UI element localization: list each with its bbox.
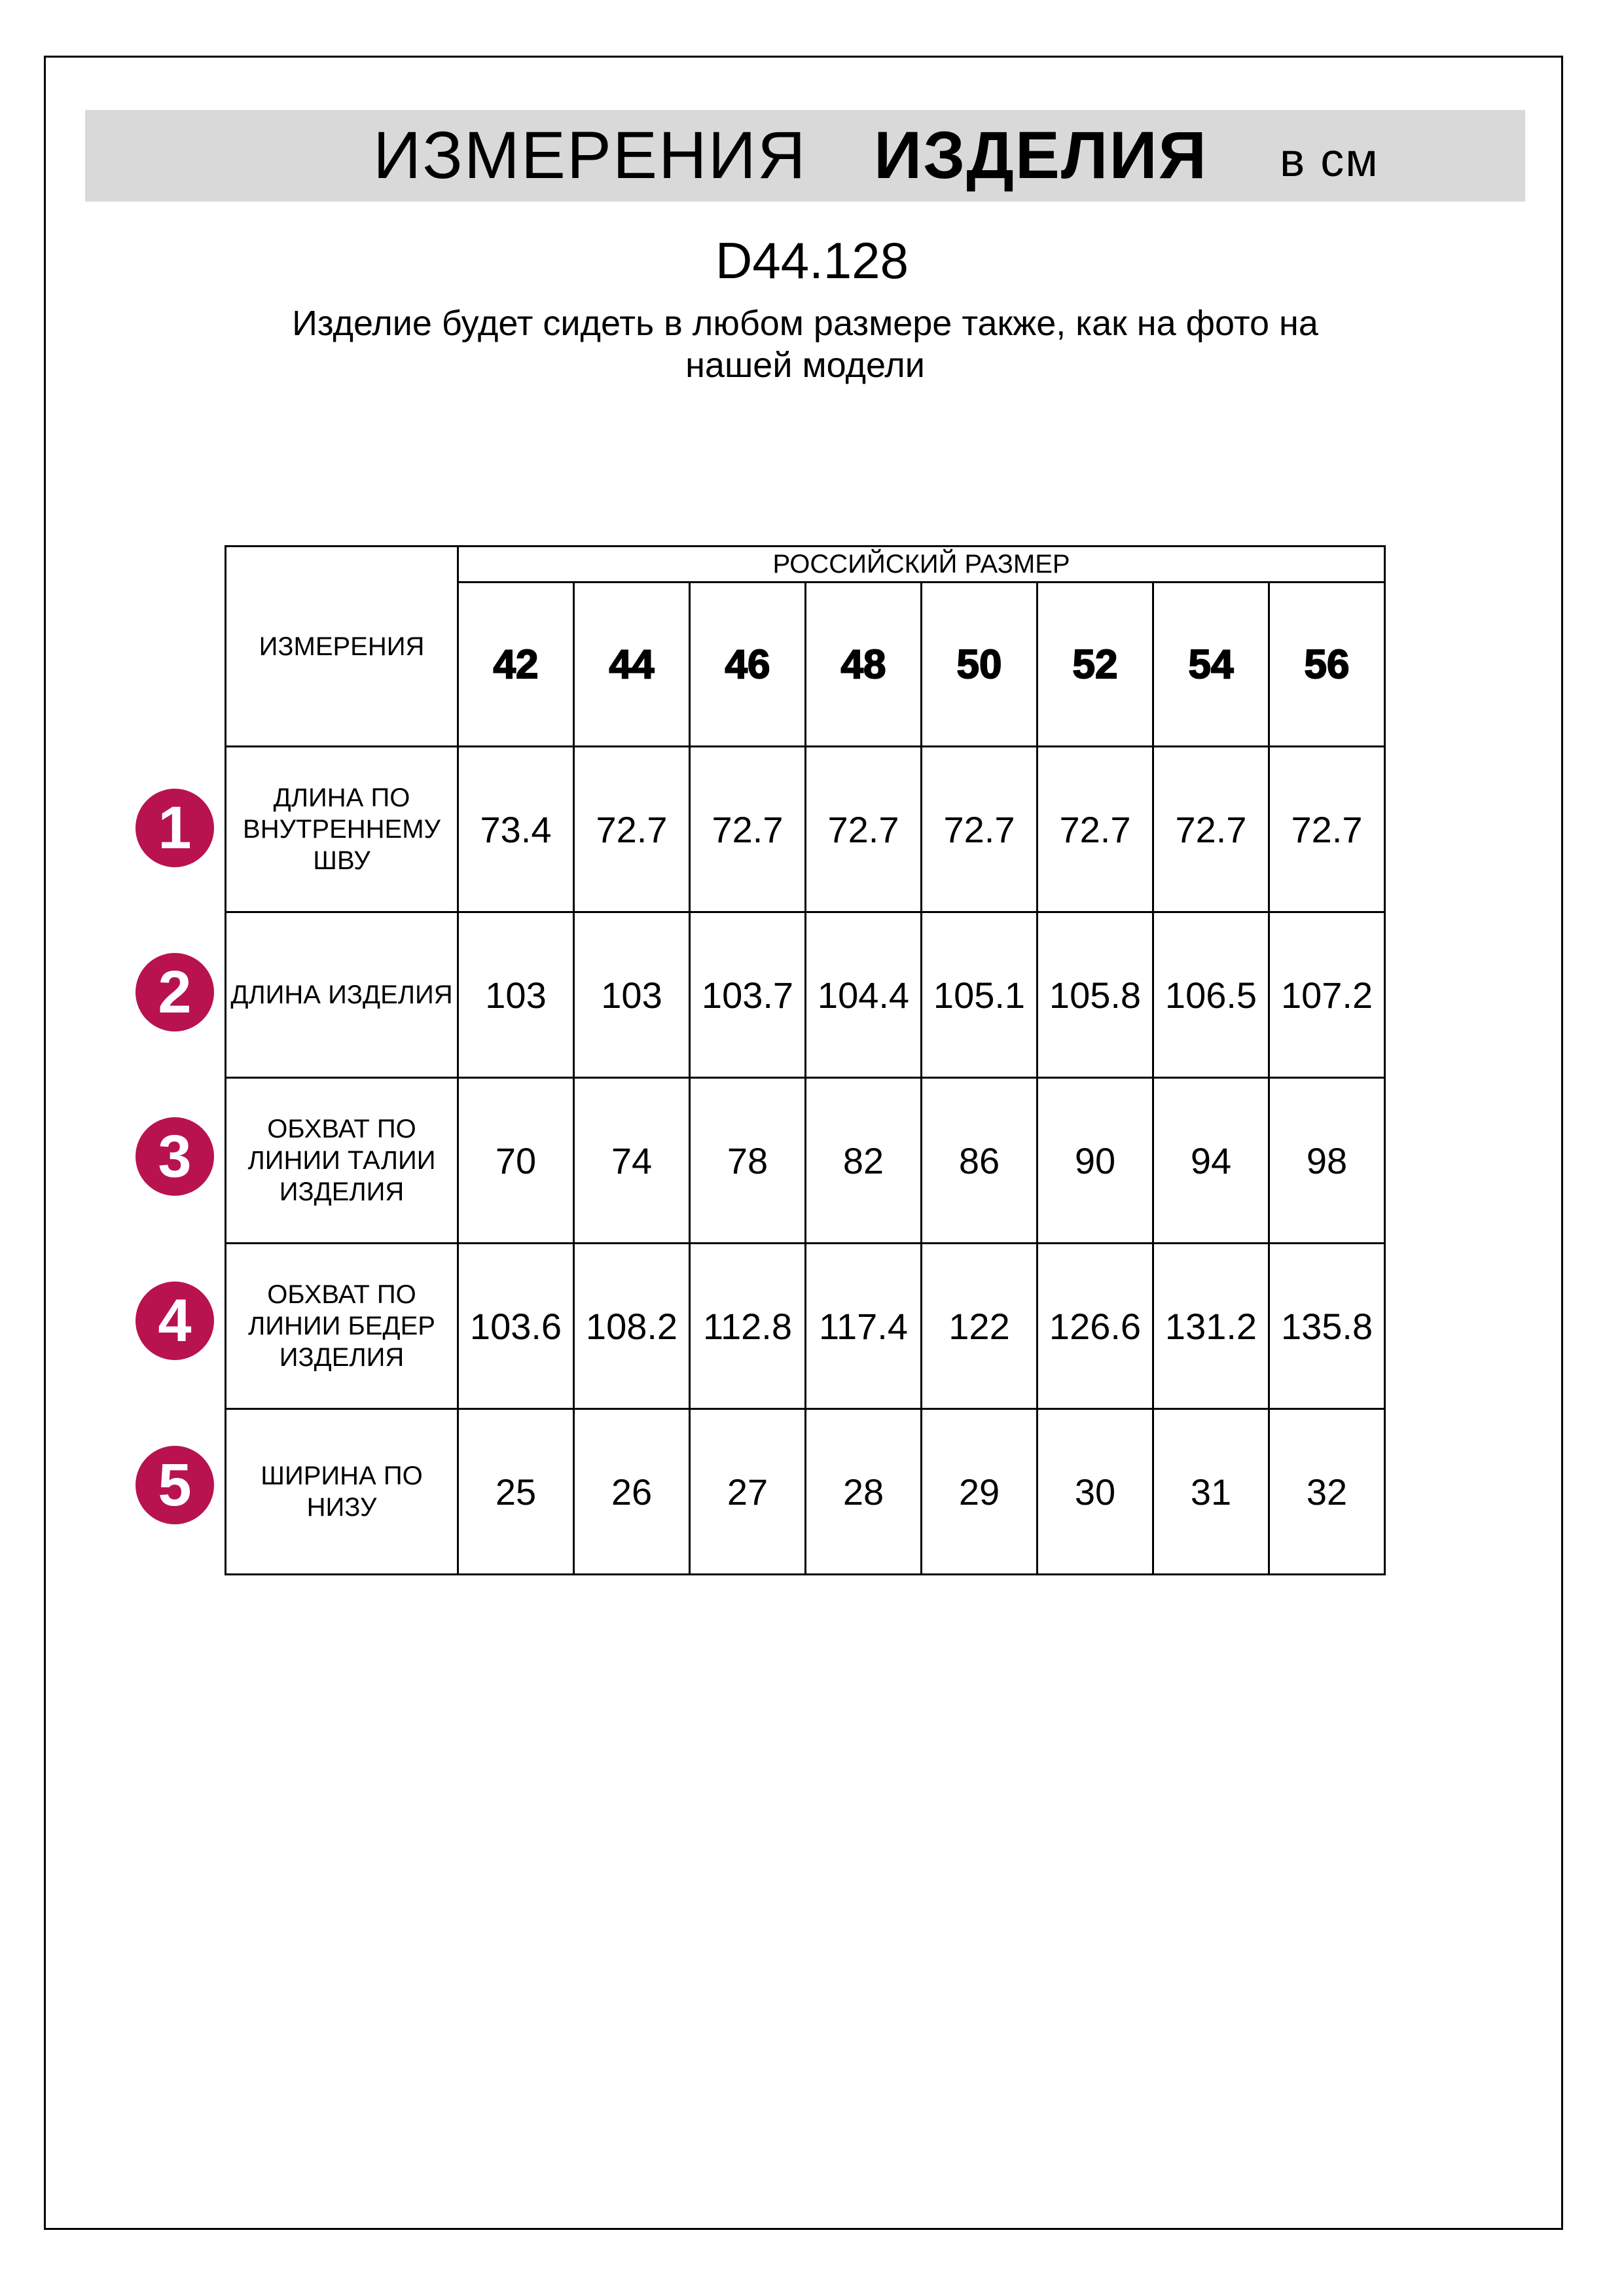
measurement-value: 131.2	[1153, 1244, 1269, 1409]
measurement-value: 25	[458, 1409, 574, 1575]
table-row	[226, 1409, 1385, 1575]
size-header-cell: 44	[574, 583, 690, 747]
table-row	[226, 912, 1385, 1078]
measurement-value: 90	[1038, 1078, 1153, 1244]
measurement-value: 72.7	[1038, 747, 1153, 912]
measurement-value: 29	[922, 1409, 1038, 1575]
measurement-value: 104.4	[806, 912, 922, 1078]
row-number-badge: 2	[135, 953, 214, 1031]
size-header-cell: 54	[1153, 583, 1269, 747]
measurement-value: 117.4	[806, 1244, 922, 1409]
measurement-value: 72.7	[690, 747, 806, 912]
page-title-bold: ИЗДЕЛИЯ	[874, 118, 1208, 192]
measurement-value: 135.8	[1269, 1244, 1385, 1409]
table-header-row	[226, 547, 1385, 583]
measurement-value: 72.7	[574, 747, 690, 912]
measurement-value: 86	[922, 1078, 1038, 1244]
size-header-cell: 42	[458, 583, 574, 747]
size-header-cell: 46	[690, 583, 806, 747]
table-row	[226, 1078, 1385, 1244]
size-group-header: РОССИЙСКИЙ РАЗМЕР	[458, 547, 1385, 583]
row-number-badge: 4	[135, 1282, 214, 1360]
row-number-badge: 5	[135, 1446, 214, 1524]
page-title: ИЗМЕРЕНИЯ	[373, 118, 807, 192]
measurement-value: 28	[806, 1409, 922, 1575]
measurement-value: 103	[458, 912, 574, 1078]
measurement-label: ОБХВАТ ПО ЛИНИИ БЕДЕР ИЗДЕЛИЯ	[226, 1244, 458, 1409]
measurement-value: 103	[574, 912, 690, 1078]
table-row	[226, 747, 1385, 912]
measurement-label: ДЛИНА ИЗДЕЛИЯ	[226, 912, 458, 1078]
measurement-value: 105.8	[1038, 912, 1153, 1078]
measurement-value: 32	[1269, 1409, 1385, 1575]
measurement-value: 72.7	[1153, 747, 1269, 912]
measurement-value: 70	[458, 1078, 574, 1244]
measurement-label: ДЛИНА ПО ВНУТРЕННЕМУ ШВУ	[226, 747, 458, 912]
measurement-value: 26	[574, 1409, 690, 1575]
measurement-value: 94	[1153, 1078, 1269, 1244]
measurement-value: 126.6	[1038, 1244, 1153, 1409]
size-header-cell: 56	[1269, 583, 1385, 747]
measurement-value: 72.7	[922, 747, 1038, 912]
measurement-value: 112.8	[690, 1244, 806, 1409]
size-header-cell: 52	[1038, 583, 1153, 747]
measurement-value: 108.2	[574, 1244, 690, 1409]
measurement-value: 82	[806, 1078, 922, 1244]
page-title-unit: в см	[1280, 134, 1379, 187]
measurement-value: 31	[1153, 1409, 1269, 1575]
measurement-value: 105.1	[922, 912, 1038, 1078]
measurement-value: 103.7	[690, 912, 806, 1078]
size-header-cell: 50	[922, 583, 1038, 747]
measurement-value: 72.7	[1269, 747, 1385, 912]
measurement-value: 107.2	[1269, 912, 1385, 1078]
size-table	[225, 545, 1386, 1575]
measurement-value: 106.5	[1153, 912, 1269, 1078]
row-number-badge: 1	[135, 789, 214, 867]
size-header-cell: 48	[806, 583, 922, 747]
measurement-value: 72.7	[806, 747, 922, 912]
fit-note: Изделие будет сидеть в любом размере также, как на фото на нашей модели	[292, 304, 1318, 385]
measurement-label: ШИРИНА ПО НИЗУ	[226, 1409, 458, 1575]
measurement-value: 78	[690, 1078, 806, 1244]
row-number-badge: 3	[135, 1117, 214, 1196]
measurement-value: 30	[1038, 1409, 1153, 1575]
measurement-label: ОБХВАТ ПО ЛИНИИ ТАЛИИ ИЗДЕЛИЯ	[226, 1078, 458, 1244]
article-number: D44.128	[715, 232, 909, 289]
measurement-value: 74	[574, 1078, 690, 1244]
table-row	[226, 1244, 1385, 1409]
measurement-value: 103.6	[458, 1244, 574, 1409]
measure-header: ИЗМЕРЕНИЯ	[226, 547, 458, 747]
measurement-value: 122	[922, 1244, 1038, 1409]
measurement-value: 98	[1269, 1078, 1385, 1244]
measurement-value: 73.4	[458, 747, 574, 912]
measurement-value: 27	[690, 1409, 806, 1575]
